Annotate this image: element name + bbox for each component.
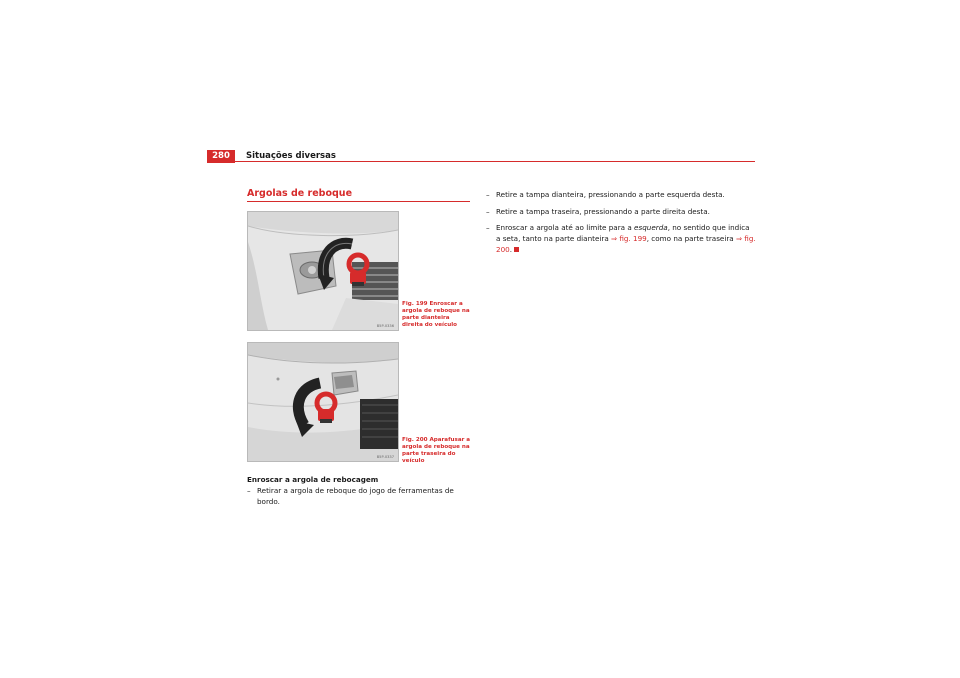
- section-rule: [247, 201, 470, 202]
- figure-caption: Fig. 199 Enroscar a argola de reboque na parte dianteira direita do veículo: [402, 301, 470, 328]
- figure-rear-bumper: [247, 342, 399, 462]
- running-title: Situações diversas: [246, 151, 336, 161]
- text-run: .: [509, 245, 513, 254]
- subheading: Enroscar a argola de rebocagem: [247, 475, 379, 484]
- text-run: Enroscar a argola até ao limite para a: [496, 223, 635, 232]
- end-of-section-icon: [514, 247, 519, 252]
- figure-code: B5P-0337: [376, 455, 394, 459]
- page-number: 280: [207, 150, 235, 163]
- list-item-text: [486, 222, 756, 255]
- list-item: [486, 206, 756, 217]
- bullet-dash: –: [486, 223, 490, 232]
- list-item: [486, 189, 756, 200]
- text-run: , como na parte traseira: [646, 234, 736, 243]
- list-item: [247, 485, 477, 507]
- list-item-text: Retirar a argola de reboque do jogo de ferramentas de bordo.: [257, 486, 454, 506]
- section-title: Argolas de reboque: [247, 188, 353, 199]
- rear-bumper-illustration: [248, 343, 398, 461]
- figure-caption: Fig. 200 Aparafusar a argola de reboque na parte traseira do veículo: [402, 437, 471, 464]
- figure-code: B5P-0336: [376, 324, 394, 328]
- tyre: [360, 399, 398, 449]
- bullet-dash: –: [486, 190, 490, 199]
- list-item-text: Retire a tampa dianteira, pressionando a parte esquerda desta.: [496, 190, 725, 199]
- figure-front-bumper: [247, 211, 399, 331]
- bullet-dash: –: [486, 207, 490, 216]
- front-bumper-illustration: [248, 212, 398, 330]
- emphasis-text: esquerda: [634, 223, 668, 232]
- header-rule: [207, 161, 755, 162]
- bullet-dash: –: [247, 486, 251, 495]
- list-item-text: Retire a tampa traseira, pressionando a parte direita desta.: [496, 207, 710, 216]
- figure-reference-link[interactable]: ⇒ fig. 199: [611, 234, 647, 243]
- text-run: , no sentido que indica a seta, tanto na parte dianteira: [496, 223, 750, 243]
- list-item: [486, 222, 756, 255]
- figure-reference-link[interactable]: ⇒ fig. 200: [496, 234, 756, 254]
